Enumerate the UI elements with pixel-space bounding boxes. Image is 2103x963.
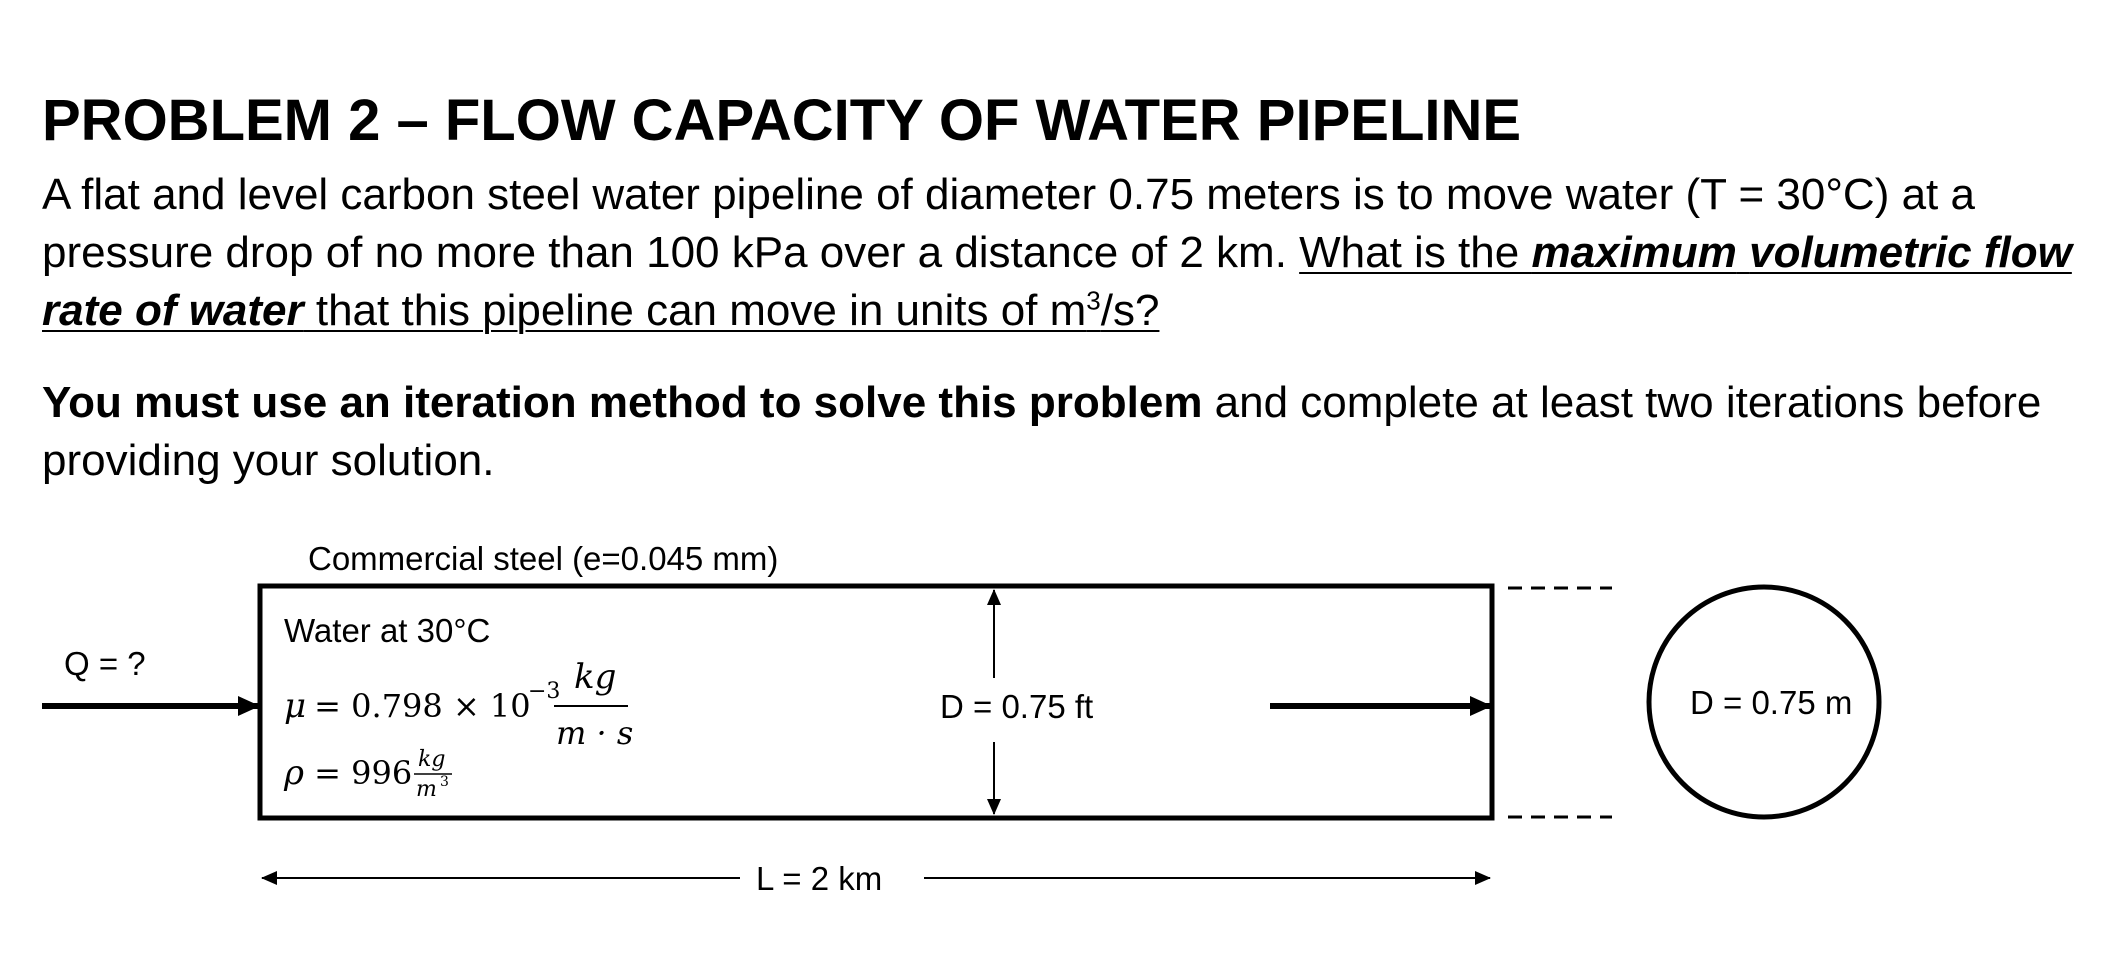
flow-rate-label: Q = ?: [64, 645, 146, 682]
pipe-diameter-label: D = 0.75 ft: [940, 688, 1094, 725]
instructions: [42, 374, 2082, 490]
density-unit-exponent: 3: [440, 774, 449, 790]
instruction-emphasis: You must use an iteration method to solve this problem: [42, 378, 1203, 427]
viscosity-unit-numerator: kg: [574, 657, 617, 697]
statement-text: A flat and level carbon steel water pipeline of diameter 0.75 meters is to move water (T = 30°C) at a pressure drop of no more than 100 kPa over a distance of 2 km.: [42, 170, 1975, 277]
viscosity-exponent: −3: [528, 679, 561, 704]
density-unit-numerator: kg: [418, 747, 446, 772]
question-text: What is the maximum volumetric flow rate of water that this pipeline can move in units of $m^3/s$?: [42, 228, 2072, 335]
pipeline-diagram: [0, 520, 2103, 920]
density-symbol: ρ: [284, 753, 304, 793]
units-exponent: 3: [1086, 285, 1101, 316]
emphasis-maximum: maximum: [1531, 228, 1737, 277]
fluid-label: Water at 30°C: [284, 612, 491, 649]
density-unit-denominator: m: [416, 777, 437, 802]
viscosity-formula: [284, 657, 633, 752]
density-value: = 996: [304, 754, 413, 792]
viscosity-value: = 0.798 × 10: [304, 687, 531, 725]
cross-section-diameter-label: D = 0.75 m: [1690, 684, 1853, 721]
material-label: Commercial steel (e=0.045 mm): [308, 540, 779, 577]
length-label: L = 2 km: [756, 860, 883, 897]
instruction-text: and complete at least two iterations before providing your solution.: [42, 378, 2042, 485]
problem-title: PROBLEM 2 – FLOW CAPACITY OF WATER PIPELINE: [42, 88, 1522, 153]
density-formula: [283, 747, 452, 802]
emphasis-flow-rate: volumetric flow rate of water: [42, 228, 2072, 335]
viscosity-unit-denominator: m · s: [556, 714, 634, 752]
viscosity-symbol: μ: [284, 686, 307, 726]
problem-statement: [42, 166, 2082, 340]
